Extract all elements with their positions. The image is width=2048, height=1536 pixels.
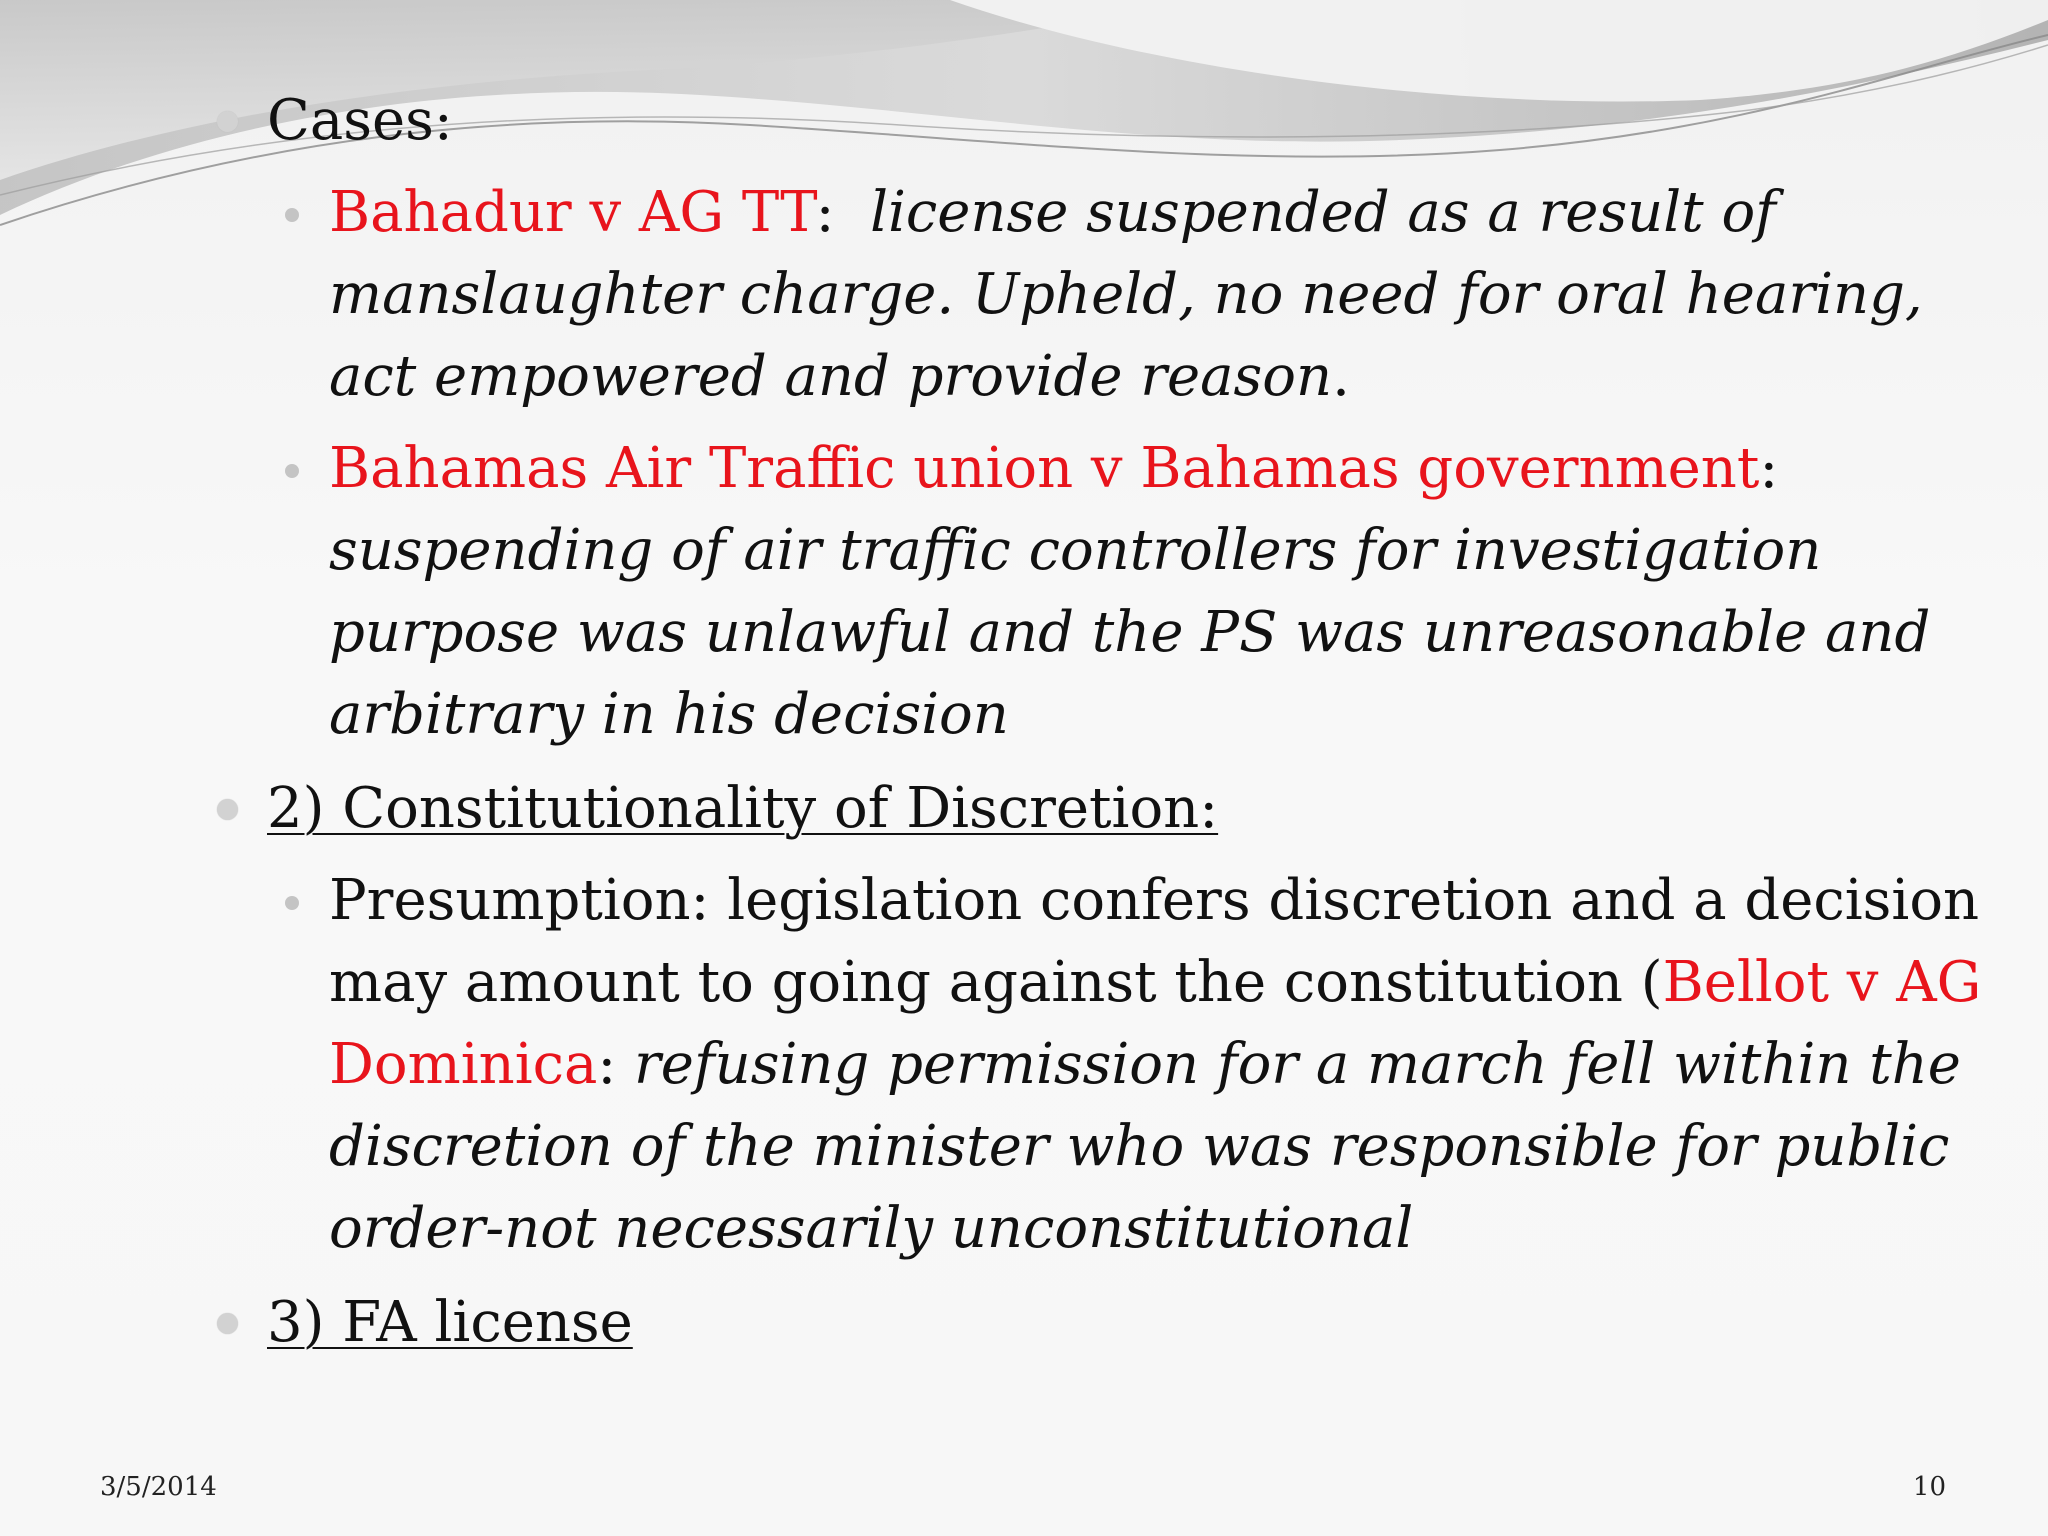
bullet-constitutionality-heading	[205, 766, 1985, 852]
bullet-dot-icon	[217, 111, 238, 132]
heading-text: Cases:	[267, 88, 453, 153]
bullet-dot-icon	[285, 208, 299, 222]
bullet-dot-icon	[285, 464, 299, 478]
case-separator: :	[815, 180, 871, 245]
case-name: Bahamas Air Traffic union v Bahamas government	[329, 436, 1760, 501]
heading-text: 2) Constitutionality of Discretion:	[267, 776, 1219, 841]
case-description: license suspended as a result of manslaughter charge. Upheld, no need for oral hearing, act empowered and provide reason	[329, 180, 1923, 409]
bullet-dot-icon	[285, 896, 299, 910]
presumption-item	[205, 860, 1985, 1270]
bullet-dot-icon	[217, 1313, 238, 1334]
heading-text: 3) FA license	[267, 1290, 633, 1355]
case-description: suspending of air traffic controllers for investigation purpose was unlawful and the PS was unreasonable and arbitrary in his decision	[329, 518, 1931, 747]
footer-date: 3/5/2014	[100, 1472, 217, 1502]
bullet-cases-heading	[205, 78, 1985, 164]
bullet-fa-license-heading	[205, 1280, 1985, 1366]
presumption-lead: Presumption: legislation confers discretion and a decision may amount to going against the constitution (	[329, 868, 1980, 1015]
bullet-dot-icon	[217, 799, 238, 820]
case-separator: :	[1759, 436, 1779, 501]
case-name: Bahadur v AG TT	[329, 180, 816, 245]
case-end: .	[1332, 344, 1350, 409]
case-item-bahamas	[205, 428, 1985, 756]
case-description: refusing permission for a march fell within the discretion of the minister who was responsible for public order-not necessarily unconstitutional	[329, 1032, 1961, 1261]
footer-page-number: 10	[1912, 1472, 1946, 1502]
slide-body	[205, 78, 1985, 1374]
case-separator: :	[597, 1032, 635, 1097]
case-item-bahadur	[205, 172, 1985, 418]
case-name: Bellot v AG Dominica	[329, 950, 1982, 1097]
